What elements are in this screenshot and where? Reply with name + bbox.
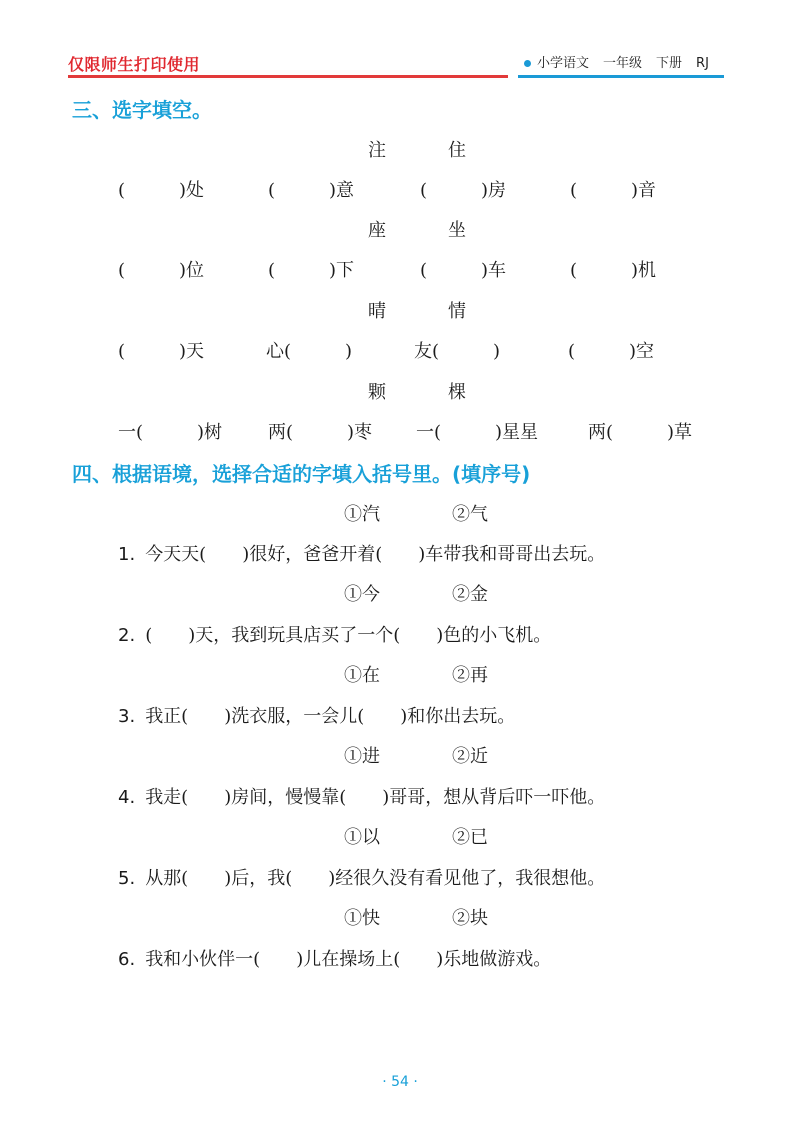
header-edition: RJ (696, 56, 709, 71)
header-volume: 下册 (656, 56, 683, 71)
question-text: 从那( )后，我( )经很久没有看见他了，我很想他。 (145, 868, 606, 889)
fill-item: ( )车 (420, 260, 507, 281)
fill-item: 心( ) (266, 341, 353, 362)
question-4 (118, 783, 605, 809)
question-text: 我和小伙伴一( )儿在操场上( )乐地做游戏。 (145, 949, 552, 970)
question-text: ( )天，我到玩具店买了一个( )色的小飞机。 (145, 625, 552, 646)
option-b: ②近 (452, 746, 488, 767)
fill-row (0, 256, 800, 282)
char-option: 住 (448, 140, 466, 161)
char-pair (368, 136, 466, 162)
page-number: · 54 · (382, 1074, 418, 1090)
fill-item: 一( )星星 (416, 422, 539, 443)
question-number: 6. (118, 949, 136, 970)
option-b: ②金 (452, 584, 488, 605)
option-a: ①在 (344, 665, 380, 686)
question-number: 3. (118, 706, 136, 727)
question-text: 我走( )房间，慢慢靠( )哥哥，想从背后吓一吓他。 (145, 787, 606, 808)
question-number: 2. (118, 625, 136, 646)
question-5 (118, 864, 605, 890)
fill-item: ( )位 (118, 260, 205, 281)
char-option: 棵 (448, 382, 466, 403)
fill-row (0, 176, 800, 202)
option-a: ①快 (344, 908, 380, 929)
fill-item: 两( )草 (588, 422, 693, 443)
option-a: ①汽 (344, 504, 380, 525)
char-pair (368, 216, 466, 242)
question-text: 今天天( )很好，爸爸开着( )车带我和哥哥出去玩。 (145, 544, 606, 565)
char-pair (368, 297, 466, 323)
char-pair (368, 378, 466, 404)
fill-item: ( )下 (268, 260, 355, 281)
question-number: 5. (118, 868, 136, 889)
fill-item: 一( )树 (118, 422, 223, 443)
fill-row (0, 418, 800, 444)
char-option: 情 (448, 301, 466, 322)
char-option: 坐 (448, 220, 466, 241)
fill-item: ( )机 (570, 260, 657, 281)
option-b: ②气 (452, 504, 488, 525)
option-b: ②再 (452, 665, 488, 686)
option-a: ①进 (344, 746, 380, 767)
option-b: ②已 (452, 827, 488, 848)
option-b: ②块 (452, 908, 488, 929)
fill-item: ( )房 (420, 180, 507, 201)
fill-item: ( )天 (118, 341, 205, 362)
fill-item: ( )音 (570, 180, 657, 201)
question-2 (118, 621, 551, 647)
section-4-title: 四、根据语境，选择合适的字填入括号里。(填序号) (72, 462, 531, 486)
header-blue-rule (518, 75, 724, 78)
header-grade: 一年级 (603, 56, 643, 71)
fill-item: ( )意 (268, 180, 355, 201)
question-text: 我正( )洗衣服，一会儿( )和你出去玩。 (145, 706, 516, 727)
header-watermark-text: 仅限师生打印使用 (68, 55, 201, 74)
option-a: ①今 (344, 584, 380, 605)
fill-item: 两( )枣 (268, 422, 373, 443)
option-a: ①以 (344, 827, 380, 848)
header-red-rule (68, 75, 508, 78)
fill-row (0, 337, 800, 363)
char-option: 晴 (368, 301, 386, 322)
question-1 (118, 540, 605, 566)
fill-item: ( )空 (568, 341, 655, 362)
question-6 (118, 945, 551, 971)
char-option: 注 (368, 140, 386, 161)
bullet-dot-icon (524, 60, 531, 67)
char-option: 颗 (368, 382, 386, 403)
fill-item: ( )处 (118, 180, 205, 201)
header-book-info (524, 52, 709, 71)
question-number: 1. (118, 544, 136, 565)
header-subject: 小学语文 (537, 56, 590, 71)
question-3 (118, 702, 515, 728)
question-number: 4. (118, 787, 136, 808)
char-option: 座 (368, 220, 386, 241)
fill-item: 友( ) (414, 341, 501, 362)
section-3-title: 三、选字填空。 (72, 98, 212, 122)
